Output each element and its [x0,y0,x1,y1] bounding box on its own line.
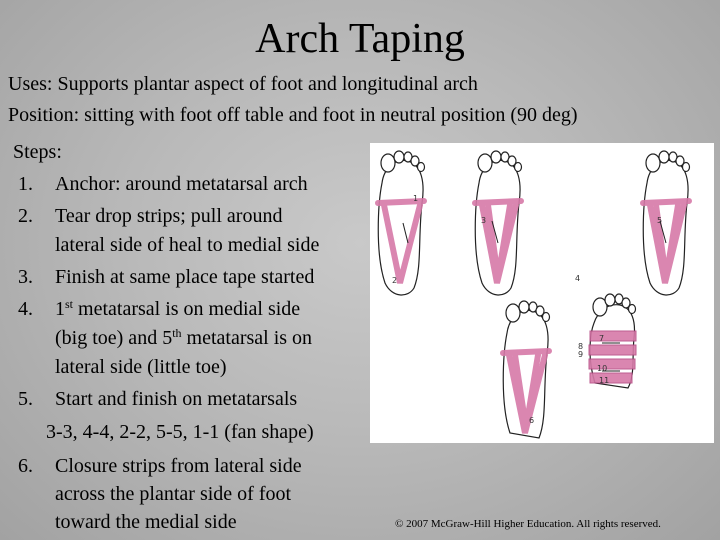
step-number: 1. [18,173,33,195]
diagram-label: 3 [481,216,487,225]
closure-strip [590,331,636,341]
step-text: Tear drop strips; pull around [55,205,283,227]
step-number: 5. [18,388,33,410]
step-text [55,326,312,350]
step-text: Anchor: around metatarsal arch [55,173,308,195]
closure-strip [589,345,636,355]
diagram-label: 10 [597,364,608,373]
step-text-part: metatarsal is on [181,327,313,349]
diagram-label: 2 [392,276,398,285]
steps-label: Steps: [13,141,62,163]
ordinal-suffix: st [65,297,74,311]
position-text: Position: sitting with foot off table and foot in neutral position (90 deg) [8,104,578,126]
step-text-part: 1 [55,298,65,320]
diagram-label: 6 [529,416,535,425]
step-text: Closure strips from lateral side [55,455,302,477]
diagram-label: 7 [599,334,605,343]
diagram-label: 8 [578,342,584,351]
diagram-label: 5 [657,216,663,225]
step-text: lateral side of heal to medial side [55,234,320,256]
closure-strip [589,359,635,369]
diagram-label: 9 [578,350,584,359]
closure-strip [590,373,632,383]
diagram-label: 4 [575,274,581,283]
page-title: Arch Taping [255,16,465,62]
step-number: 4. [18,298,33,320]
copyright-notice: © 2007 McGraw-Hill Higher Education. All rights reserved. [395,518,661,530]
step-number: 6. [18,455,33,477]
step-text [55,297,300,321]
step-text-part: metatarsal is on medial side [73,298,301,320]
foot-diagram [370,143,714,443]
step-text: Start and finish on metatarsals [55,388,298,410]
step-number: 3. [18,266,33,288]
uses-text: Uses: Supports plantar aspect of foot and longitudinal arch [8,73,478,95]
diagram-label: 11 [599,376,610,385]
ordinal-suffix: th [172,326,182,340]
step-number: 2. [18,205,33,227]
diagram-label: 1 [413,194,419,203]
step-text: across the plantar side of foot [55,483,292,505]
arch-taping-illustration [370,143,714,443]
step-text: 3-3, 4-4, 2-2, 5-5, 1-1 (fan shape) [46,421,314,443]
step-text: Finish at same place tape started [55,266,315,288]
step-text: lateral side (little toe) [55,356,227,378]
step-text: toward the medial side [55,511,237,533]
step-text-part: (big toe) and 5 [55,327,173,349]
